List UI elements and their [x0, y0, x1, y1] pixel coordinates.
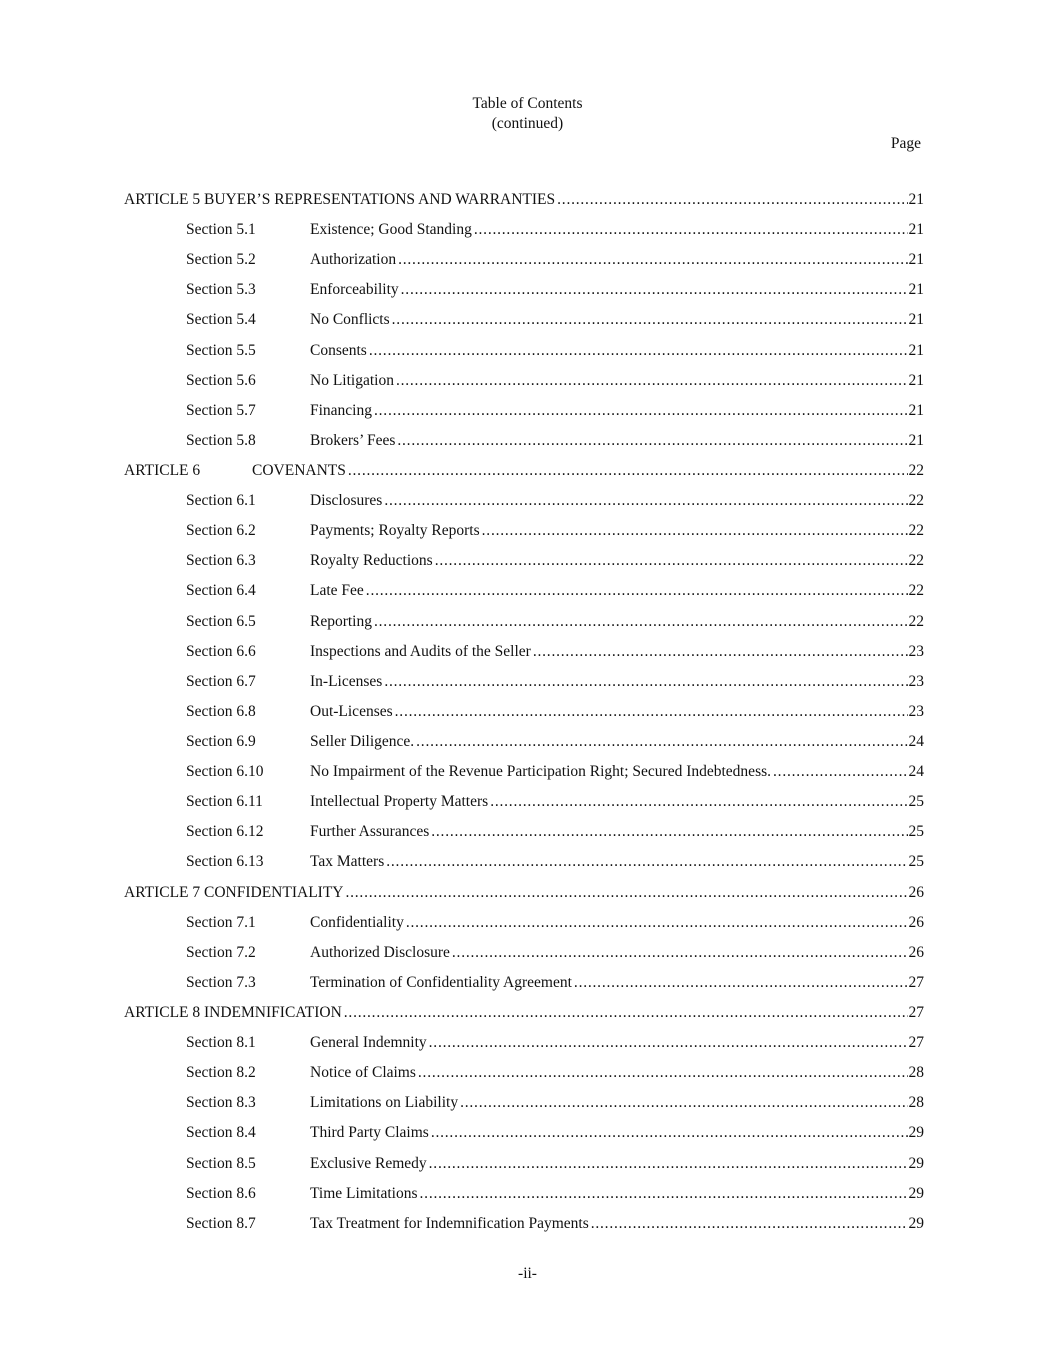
section-number: Section 8.2 — [186, 1064, 256, 1082]
dot-leader — [397, 431, 907, 451]
page-ref: 24 — [908, 763, 924, 781]
page-column-label: Page — [890, 135, 921, 152]
section-number: Section 6.1 — [186, 492, 256, 510]
page-ref: 21 — [908, 281, 924, 299]
page-ref: 29 — [908, 1214, 924, 1232]
dot-leader — [401, 280, 908, 300]
section-number: Section 8.4 — [186, 1124, 256, 1142]
dot-leader — [398, 250, 907, 270]
section-title: Exclusive Remedy — [310, 1154, 427, 1172]
page-ref: 28 — [908, 1064, 924, 1082]
section-number: Section 6.6 — [186, 642, 256, 660]
toc-article-row[interactable] — [0, 883, 1055, 913]
dot-leader — [369, 341, 908, 361]
section-title: Termination of Confidentiality Agreement — [310, 973, 572, 991]
toc-section-row[interactable] — [0, 762, 1055, 792]
dot-leader — [490, 792, 907, 812]
section-title: Further Assurances — [310, 823, 430, 841]
article-title: COVENANTS — [252, 461, 346, 479]
dot-leader — [344, 1003, 908, 1023]
page-ref: 21 — [908, 251, 924, 269]
dot-leader — [418, 1063, 908, 1083]
dot-leader — [435, 551, 908, 571]
dot-leader — [416, 732, 907, 752]
page-ref: 21 — [908, 191, 924, 208]
dot-leader — [591, 1214, 908, 1234]
page-ref: 29 — [908, 1154, 924, 1172]
dot-leader — [431, 1123, 908, 1143]
page-ref: 25 — [908, 823, 924, 841]
dot-leader — [386, 852, 907, 872]
page-ref: 26 — [908, 913, 924, 931]
section-title: Brokers’ Fees — [310, 431, 396, 449]
section-number: Section 6.13 — [186, 853, 264, 871]
toc-section-row[interactable] — [0, 581, 1055, 611]
dot-leader — [482, 521, 908, 541]
section-title: Tax Treatment for Indemnification Payments — [310, 1214, 589, 1232]
page-ref: 22 — [908, 492, 924, 510]
toc-section-row[interactable] — [0, 1063, 1055, 1093]
section-title: Out-Licenses — [310, 702, 393, 720]
page-ref: 21 — [908, 311, 924, 329]
section-title: Financing — [310, 401, 372, 419]
section-title: No Impairment of the Revenue Participation Right; Secured Indebtedness. — [310, 763, 772, 781]
toc-section-row[interactable] — [0, 672, 1055, 702]
section-number: Section 8.6 — [186, 1184, 256, 1202]
section-number: Section 5.2 — [186, 251, 256, 269]
toc-section-row[interactable] — [0, 913, 1055, 943]
section-title: In-Licenses — [310, 672, 383, 690]
toc-section-row[interactable] — [0, 1184, 1055, 1214]
dot-leader — [384, 672, 907, 692]
section-title: Consents — [310, 341, 367, 359]
toc-section-row[interactable] — [0, 642, 1055, 672]
section-title: Limitations on Liability — [310, 1094, 459, 1112]
page-ref: 22 — [908, 582, 924, 600]
section-title: Seller Diligence. — [310, 732, 415, 750]
article-title: ARTICLE 8 INDEMNIFICATION — [124, 1003, 342, 1021]
section-title: Reporting — [310, 612, 372, 630]
section-number: Section 6.3 — [186, 552, 256, 570]
dot-leader — [396, 371, 908, 391]
toc-section-row[interactable] — [0, 973, 1055, 1003]
toc-section-row[interactable] — [0, 371, 1055, 401]
toc-section-row[interactable] — [0, 1093, 1055, 1123]
toc-section-row[interactable] — [0, 1033, 1055, 1063]
page-ref: 22 — [908, 522, 924, 540]
section-title: Inspections and Audits of the Seller — [310, 642, 531, 660]
toc-article-row[interactable] — [0, 190, 1055, 220]
page-ref: 27 — [908, 1034, 924, 1052]
dot-leader — [557, 190, 907, 210]
dot-leader — [431, 822, 907, 842]
dot-leader — [533, 642, 908, 662]
section-number: Section 6.5 — [186, 612, 256, 630]
section-number: Section 6.2 — [186, 522, 256, 540]
section-number: Section 6.12 — [186, 823, 264, 841]
toc-section-row[interactable] — [0, 310, 1055, 340]
section-number: Section 5.4 — [186, 311, 256, 329]
dot-leader — [429, 1033, 908, 1053]
section-number: Section 8.5 — [186, 1154, 256, 1172]
section-number: Section 5.5 — [186, 341, 256, 359]
dot-leader — [345, 883, 907, 903]
toc-section-row[interactable] — [0, 702, 1055, 732]
dot-leader — [474, 220, 908, 240]
section-number: Section 7.1 — [186, 913, 256, 931]
page-ref: 22 — [908, 461, 924, 479]
page-ref: 21 — [908, 221, 924, 239]
dot-leader — [374, 612, 908, 632]
section-title: Late Fee — [310, 582, 364, 600]
section-number: Section 5.3 — [186, 281, 256, 299]
section-number: Section 8.7 — [186, 1214, 256, 1232]
page-ref: 24 — [908, 732, 924, 750]
page-ref: 22 — [908, 612, 924, 630]
page-ref: 27 — [908, 1003, 924, 1021]
toc-section-row[interactable] — [0, 852, 1055, 882]
page-ref: 26 — [908, 943, 924, 961]
section-number: Section 5.7 — [186, 401, 256, 419]
toc-section-row[interactable] — [0, 943, 1055, 973]
dot-leader — [366, 581, 908, 601]
toc-section-row[interactable] — [0, 431, 1055, 461]
page-ref: 23 — [908, 642, 924, 660]
dot-leader — [429, 1154, 908, 1174]
section-title: Enforceability — [310, 281, 399, 299]
toc-section-row[interactable] — [0, 1214, 1055, 1244]
section-number: Section 5.1 — [186, 221, 256, 239]
page-ref: 25 — [908, 793, 924, 811]
section-number: Section 6.10 — [186, 763, 264, 781]
page-ref: 21 — [908, 431, 924, 449]
dot-leader — [395, 702, 908, 722]
section-title: Payments; Royalty Reports — [310, 522, 480, 540]
toc-section-row[interactable] — [0, 341, 1055, 371]
toc-section-row[interactable] — [0, 732, 1055, 762]
section-number: Section 6.4 — [186, 582, 256, 600]
page-ref: 27 — [908, 973, 924, 991]
dot-leader — [392, 310, 908, 330]
page-number: -ii- — [518, 1265, 537, 1282]
toc-section-row[interactable] — [0, 220, 1055, 250]
section-title: Royalty Reductions — [310, 552, 433, 570]
section-number: Section 5.6 — [186, 371, 256, 389]
section-title: No Litigation — [310, 371, 394, 389]
section-title: No Conflicts — [310, 311, 390, 329]
toc-title: Table of Contents — [472, 95, 583, 112]
toc-section-row[interactable] — [0, 250, 1055, 280]
toc-article-row[interactable] — [0, 461, 1055, 491]
section-number: Section 5.8 — [186, 431, 256, 449]
dot-leader — [773, 762, 907, 782]
section-title: Authorized Disclosure — [310, 943, 450, 961]
section-number: Section 8.1 — [186, 1034, 256, 1052]
toc-section-row[interactable] — [0, 401, 1055, 431]
section-title: Existence; Good Standing — [310, 221, 472, 239]
toc-section-row[interactable] — [0, 1123, 1055, 1153]
dot-leader — [348, 461, 908, 481]
toc-section-row[interactable] — [0, 1154, 1055, 1184]
section-number: Section 6.7 — [186, 672, 256, 690]
dot-leader — [574, 973, 908, 993]
section-title: General Indemnity — [310, 1034, 427, 1052]
page-ref: 29 — [908, 1184, 924, 1202]
toc-section-row[interactable] — [0, 792, 1055, 822]
toc-section-row[interactable] — [0, 521, 1055, 551]
page-ref: 23 — [908, 672, 924, 690]
toc-list — [0, 190, 1055, 1244]
dot-leader — [420, 1184, 908, 1204]
dot-leader — [384, 491, 907, 511]
article-title: ARTICLE 5 BUYER’S REPRESENTATIONS AND WARRANTIES — [124, 191, 556, 208]
toc-article-row[interactable] — [0, 1003, 1055, 1033]
toc-section-row[interactable] — [0, 822, 1055, 852]
page-ref: 22 — [908, 552, 924, 570]
article-number: ARTICLE 6 — [124, 461, 201, 479]
section-number: Section 6.9 — [186, 732, 256, 750]
dot-leader — [374, 401, 908, 421]
page-ref: 21 — [908, 401, 924, 419]
toc-section-row[interactable] — [0, 612, 1055, 642]
toc-subtitle: (continued) — [491, 115, 564, 132]
page-ref: 29 — [908, 1124, 924, 1142]
section-number: Section 7.2 — [186, 943, 256, 961]
section-title: Authorization — [310, 251, 397, 269]
page-ref: 28 — [908, 1094, 924, 1112]
toc-section-row[interactable] — [0, 491, 1055, 521]
section-title: Third Party Claims — [310, 1124, 429, 1142]
section-title: Notice of Claims — [310, 1064, 416, 1082]
page-ref: 21 — [908, 371, 924, 389]
dot-leader — [406, 913, 908, 933]
section-title: Tax Matters — [310, 853, 385, 871]
section-title: Intellectual Property Matters — [310, 793, 489, 811]
section-number: Section 6.8 — [186, 702, 256, 720]
toc-section-row[interactable] — [0, 551, 1055, 581]
article-title: ARTICLE 7 CONFIDENTIALITY — [124, 883, 344, 901]
section-title: Time Limitations — [310, 1184, 418, 1202]
section-number: Section 7.3 — [186, 973, 256, 991]
section-number: Section 8.3 — [186, 1094, 256, 1112]
section-title: Disclosures — [310, 492, 383, 510]
page-ref: 25 — [908, 853, 924, 871]
dot-leader — [452, 943, 908, 963]
toc-section-row[interactable] — [0, 280, 1055, 310]
page-ref: 21 — [908, 341, 924, 359]
dot-leader — [460, 1093, 907, 1113]
section-number: Section 6.11 — [186, 793, 263, 811]
page-ref: 23 — [908, 702, 924, 720]
page-ref: 26 — [908, 883, 924, 901]
section-title: Confidentiality — [310, 913, 404, 931]
